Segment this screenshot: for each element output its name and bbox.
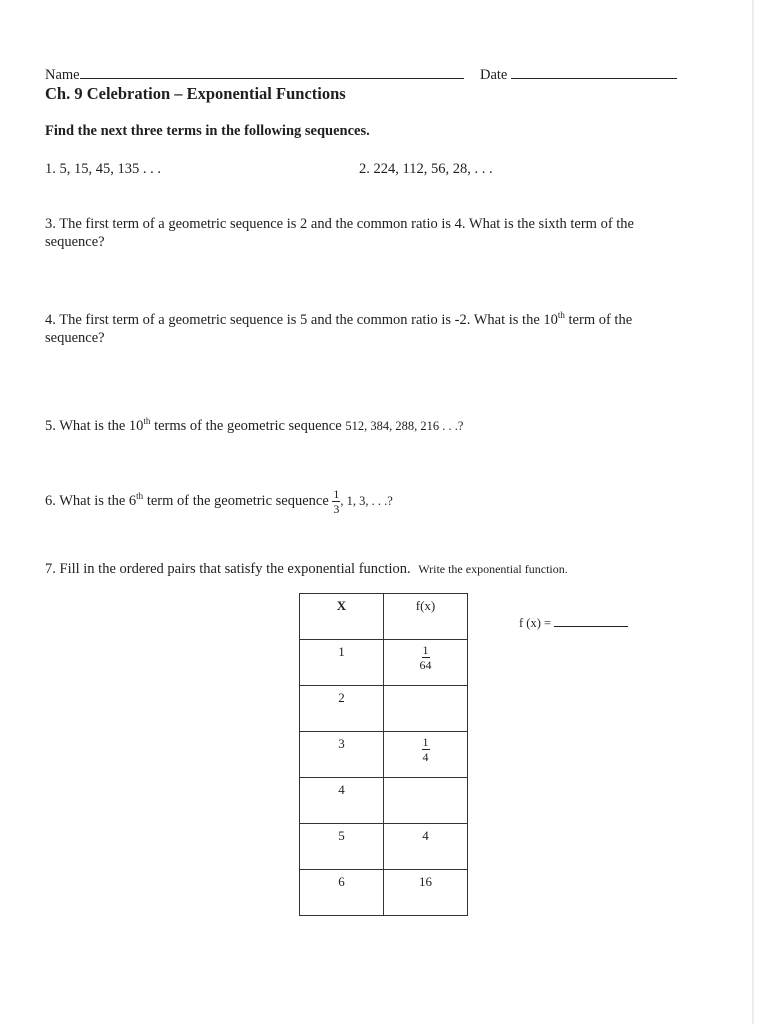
question-6 — [45, 488, 393, 515]
table-cell-x: 3 — [300, 732, 384, 778]
question-4-line1-a: The first term of a geometric sequence is 5 and the common ratio is -2. What is the 10 — [59, 312, 558, 328]
table-row — [300, 732, 468, 778]
question-5-text-a: What is the 10 — [59, 418, 144, 434]
table-header-fx: f(x) — [384, 594, 468, 640]
question-3-line1: The first term of a geometric sequence is 2 and the common ratio is 4. What is the sixth term of the — [59, 216, 634, 232]
question-2-text: 224, 112, 56, 28, . . . — [373, 161, 493, 177]
question-6-number: 6. — [45, 492, 56, 509]
question-7-text: Fill in the ordered pairs that satisfy the exponential function. — [59, 561, 411, 577]
date-blank — [511, 64, 677, 79]
name-blank — [80, 64, 464, 79]
date-label: Date — [480, 67, 508, 83]
question-5-text-b: terms of the geometric sequence — [150, 418, 346, 434]
question-6-frac-den: 3 — [333, 502, 340, 516]
question-4 — [45, 306, 632, 347]
question-5-number: 5. — [45, 418, 56, 434]
table-cell-fx[interactable] — [384, 778, 468, 824]
question-6-sup: th — [136, 490, 144, 501]
question-2 — [359, 161, 493, 178]
question-3-number: 3. — [45, 216, 56, 232]
question-1-number: 1. — [45, 161, 56, 177]
fraction — [422, 736, 430, 763]
table-header-row — [300, 594, 468, 640]
question-1-text: 5, 15, 45, 135 . . . — [59, 161, 161, 177]
question-1 — [45, 161, 161, 178]
question-3 — [45, 215, 634, 251]
question-5 — [45, 416, 463, 435]
question-6-text-a: What is the 6 — [59, 492, 137, 509]
table-cell-fx: 4 — [384, 824, 468, 870]
question-5-sequence: 512, 384, 288, 216 . . .? — [345, 419, 464, 433]
fraction-den: 4 — [422, 750, 429, 764]
table-header-x: X — [300, 594, 384, 640]
function-answer — [519, 615, 628, 631]
question-6-text-b: term of the geometric sequence — [143, 492, 333, 509]
table-cell-x: 6 — [300, 870, 384, 916]
function-label: f (x) = — [519, 616, 552, 630]
table-cell-fx[interactable] — [384, 686, 468, 732]
scan-edge-line — [752, 0, 754, 1024]
name-label: Name — [45, 67, 80, 83]
fraction-den: 64 — [419, 658, 432, 672]
question-6-frac-num: 1 — [333, 487, 340, 501]
question-7-number: 7. — [45, 561, 56, 577]
question-7-extra: Write the exponential function. — [418, 562, 568, 576]
question-4-line1-b: term of the — [564, 312, 633, 328]
fraction-num: 1 — [422, 643, 429, 657]
name-row — [45, 64, 464, 84]
table-cell-fx[interactable] — [384, 640, 468, 686]
fraction — [420, 644, 432, 671]
table-cell-x: 2 — [300, 686, 384, 732]
ordered-pairs-table — [299, 593, 468, 916]
table-cell-x: 4 — [300, 778, 384, 824]
question-2-number: 2. — [359, 161, 370, 177]
table-row — [300, 640, 468, 686]
page-title: Ch. 9 Celebration – Exponential Functions — [45, 84, 346, 103]
table-cell-x: 1 — [300, 640, 384, 686]
question-7 — [45, 561, 568, 578]
instructions: Find the next three terms in the following sequences. — [45, 123, 370, 139]
question-4-number: 4. — [45, 312, 56, 328]
function-blank — [554, 615, 628, 627]
table-cell-fx[interactable] — [384, 732, 468, 778]
question-4-line2: sequence? — [45, 330, 105, 346]
table-cell-fx: 16 — [384, 870, 468, 916]
table-row — [300, 870, 468, 916]
date-row — [480, 64, 677, 84]
table-row — [300, 824, 468, 870]
table-cell-x: 5 — [300, 824, 384, 870]
table-row — [300, 778, 468, 824]
question-3-line2: sequence? — [45, 234, 105, 250]
question-6-tail: , 1, 3, . . .? — [340, 493, 393, 508]
fraction-num: 1 — [422, 735, 429, 749]
question-5-sup: th — [143, 416, 151, 426]
table-row — [300, 686, 468, 732]
question-4-sup: th — [557, 310, 565, 320]
